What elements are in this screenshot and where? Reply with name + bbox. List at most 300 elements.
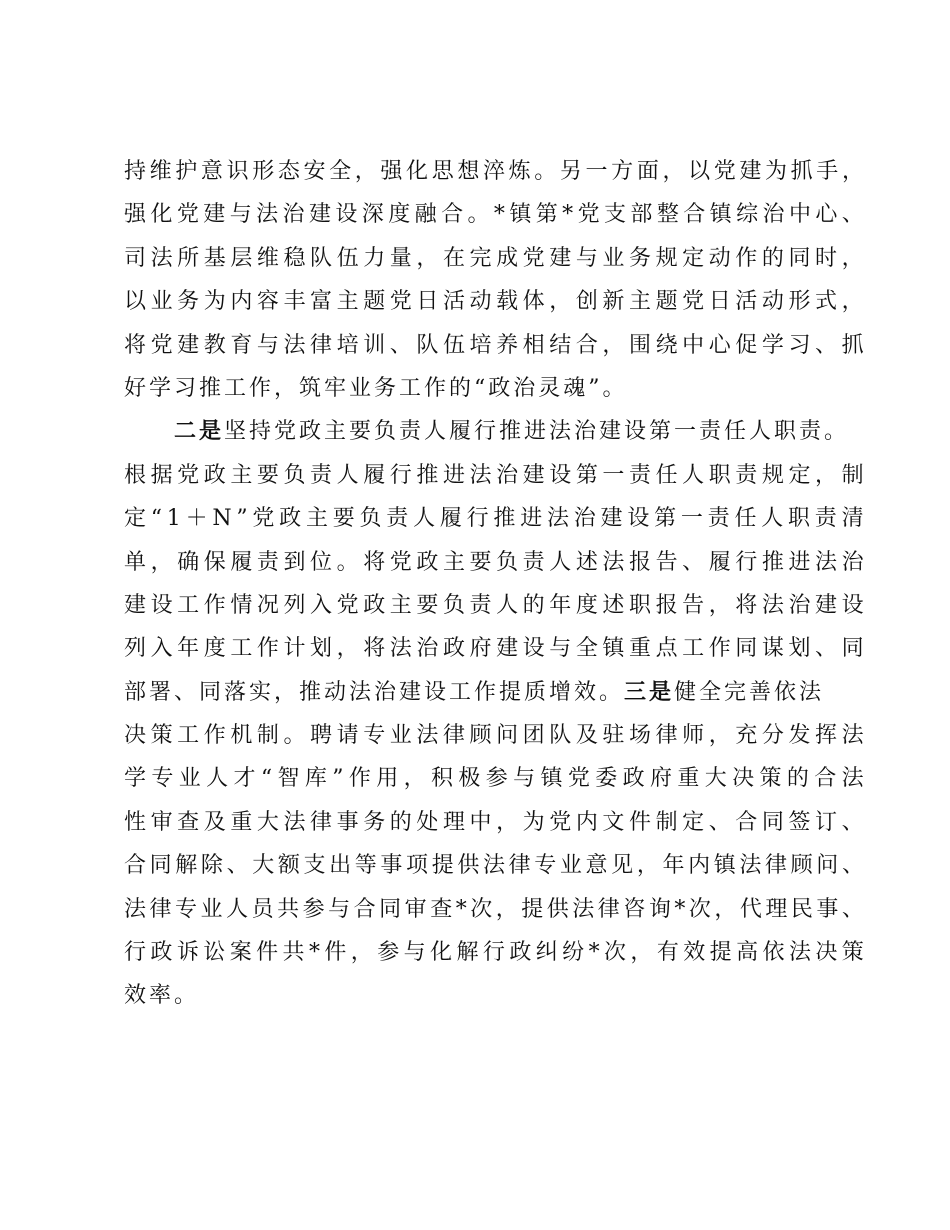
glyph: 保 — [203, 549, 226, 575]
glyph: 签 — [788, 809, 811, 835]
glyph: 治 — [841, 549, 864, 575]
glyph: 见 — [611, 853, 634, 879]
glyph: 度 — [203, 636, 226, 662]
glyph: 点 — [655, 636, 678, 662]
glyph: 依 — [762, 940, 785, 966]
glyph: 政 — [363, 592, 386, 618]
glyph: 教 — [203, 332, 226, 358]
glyph: 文 — [602, 809, 625, 835]
glyph: 同 — [788, 245, 811, 271]
glyph: 内 — [230, 289, 253, 315]
glyph: 除 — [200, 853, 223, 879]
glyph: 育 — [230, 332, 253, 358]
glyph: 手 — [816, 159, 839, 184]
glyph: 驻 — [602, 723, 625, 749]
glyph: 围 — [628, 332, 651, 358]
glyph: 全 — [575, 636, 598, 662]
paragraph-lead-line: 二是 坚持党政主要负责人履行推进法治建设第一责任人职责。 — [124, 410, 864, 453]
glyph: 中 — [788, 202, 811, 228]
glyph: 、 — [226, 853, 249, 879]
glyph: 中 — [682, 332, 705, 358]
glyph: 日 — [416, 289, 439, 315]
glyph: ， — [841, 159, 864, 184]
glyph: 与 — [575, 245, 598, 271]
glyph: ” — [332, 766, 344, 792]
glyph: 想 — [457, 159, 480, 184]
glyph: 、 — [841, 809, 864, 835]
glyph: 动 — [761, 289, 784, 315]
glyph: 法 — [546, 506, 569, 532]
glyph: 民 — [790, 896, 813, 922]
glyph: 为 — [765, 159, 788, 184]
glyph: 合 — [683, 202, 706, 228]
glyph: 心 — [708, 332, 731, 358]
glyph: 专 — [151, 766, 174, 792]
glyph: 法 — [841, 723, 864, 749]
glyph: 事 — [336, 809, 359, 835]
glyph: 务 — [363, 809, 386, 835]
section-marker-three: 三是 — [624, 678, 675, 705]
glyph: 党 — [549, 809, 572, 835]
glyph: 单 — [124, 549, 147, 575]
glyph: 党 — [567, 766, 590, 792]
glyph: 年 — [177, 636, 200, 662]
glyph: 务 — [628, 245, 651, 271]
glyph: 主 — [442, 549, 465, 575]
glyph: 支 — [603, 202, 626, 228]
glyph: 次 — [470, 896, 493, 922]
glyph: 镇 — [602, 636, 625, 662]
glyph: 纷 — [562, 940, 585, 966]
glyph: 行 — [124, 940, 147, 966]
glyph: * — [308, 940, 320, 966]
glyph: 高 — [736, 940, 759, 966]
text-line: 好学习推工作，筑牢业务工作的“政治灵魂”。 — [124, 375, 628, 401]
glyph: 第 — [535, 202, 558, 228]
glyph: 团 — [522, 723, 545, 749]
glyph: 培 — [469, 332, 492, 358]
glyph: 合 — [441, 202, 464, 228]
glyph: 抓 — [841, 332, 864, 358]
glyph: 法 — [389, 636, 412, 662]
glyph: 提 — [521, 896, 544, 922]
glyph: ， — [495, 896, 518, 922]
glyph: 法 — [572, 896, 595, 922]
glyph: 建 — [124, 592, 147, 618]
glyph: 伍 — [442, 332, 465, 358]
glyph: 责 — [814, 506, 837, 532]
glyph: 稳 — [283, 245, 306, 271]
glyph: 极 — [458, 766, 481, 792]
glyph: 工 — [177, 592, 200, 618]
glyph: 建 — [549, 245, 572, 271]
glyph: 深 — [361, 202, 384, 228]
glyph: 决 — [124, 723, 147, 749]
glyph: 将 — [735, 592, 758, 618]
glyph: 、 — [708, 809, 731, 835]
glyph: 法 — [739, 853, 762, 879]
glyph: 法 — [815, 549, 838, 575]
glyph: 诉 — [176, 940, 199, 966]
glyph: 聘 — [310, 723, 333, 749]
glyph: 大 — [252, 853, 275, 879]
text-line — [124, 237, 864, 280]
glyph: 询 — [648, 896, 671, 922]
glyph: 参 — [485, 766, 508, 792]
glyph: 充 — [735, 723, 758, 749]
glyph: 效 — [683, 940, 706, 966]
glyph: ， — [416, 245, 439, 271]
glyph: 富 — [310, 289, 333, 315]
glyph: 层 — [230, 245, 253, 271]
glyph: 律 — [149, 896, 172, 922]
glyph: 治 — [573, 506, 596, 532]
glyph: 党 — [389, 549, 412, 575]
glyph: 的 — [522, 592, 545, 618]
glyph: 镇 — [713, 853, 736, 879]
text-line — [124, 714, 864, 757]
glyph: 事 — [816, 896, 839, 922]
glyph: ， — [714, 896, 737, 922]
glyph: 策 — [759, 766, 782, 792]
glyph: 第 — [654, 506, 677, 532]
glyph: 审 — [404, 896, 427, 922]
glyph: 持 — [124, 159, 147, 184]
glyph: 合 — [124, 853, 147, 879]
glyph: 。 — [534, 159, 557, 184]
glyph: 告 — [682, 592, 705, 618]
glyph: ， — [708, 723, 731, 749]
glyph: 案 — [229, 940, 252, 966]
glyph: 定 — [682, 809, 705, 835]
glyph: 到 — [283, 549, 306, 575]
glyph: 责 — [256, 549, 279, 575]
glyph: 工 — [230, 636, 253, 662]
glyph: 年 — [662, 853, 685, 879]
glyph: 活 — [442, 289, 465, 315]
glyph: ， — [496, 809, 519, 835]
glyph: 任 — [734, 506, 757, 532]
glyph: 主 — [628, 289, 651, 315]
glyph: * — [674, 896, 686, 922]
glyph: 况 — [256, 592, 279, 618]
glyph: 律 — [310, 809, 333, 835]
glyph: 护 — [175, 159, 198, 184]
glyph: 。 — [283, 723, 306, 749]
text-line — [124, 193, 864, 236]
glyph: 情 — [230, 592, 253, 618]
glyph: 日 — [708, 289, 731, 315]
glyph: 与 — [229, 202, 252, 228]
glyph: 工 — [682, 636, 705, 662]
glyph: 处 — [416, 809, 439, 835]
glyph: 党 — [150, 332, 173, 358]
glyph: 推 — [761, 549, 784, 575]
glyph: ， — [150, 549, 173, 575]
glyph: 场 — [628, 723, 651, 749]
glyph: 党 — [177, 462, 200, 488]
glyph: 合 — [735, 809, 758, 835]
glyph: ” — [236, 506, 248, 532]
glyph: 力 — [363, 245, 386, 271]
glyph: 职 — [788, 506, 811, 532]
glyph: 要 — [469, 549, 492, 575]
glyph: 业 — [200, 896, 223, 922]
glyph: 活 — [735, 289, 758, 315]
glyph: 建 — [177, 332, 200, 358]
glyph: 、 — [389, 332, 412, 358]
glyph: 与 — [328, 896, 351, 922]
glyph: 党 — [522, 245, 545, 271]
glyph: 、 — [841, 202, 864, 228]
glyph: 参 — [377, 940, 400, 966]
glyph: * — [588, 940, 600, 966]
glyph: 责 — [628, 462, 651, 488]
glyph: 合 — [814, 766, 837, 792]
glyph: 形 — [252, 159, 275, 184]
glyph: 维 — [149, 159, 172, 184]
glyph: 提 — [431, 853, 454, 879]
glyph: 以 — [688, 159, 711, 184]
glyph: 体 — [522, 289, 545, 315]
glyph: 大 — [256, 809, 279, 835]
glyph: 业 — [559, 853, 582, 879]
glyph: 规 — [655, 245, 678, 271]
glyph: 法 — [761, 592, 784, 618]
glyph: 行 — [482, 940, 505, 966]
glyph: 大 — [704, 766, 727, 792]
glyph: 与 — [256, 332, 279, 358]
glyph: 顾 — [790, 853, 813, 879]
glyph: ， — [350, 940, 373, 966]
glyph: 习 — [788, 332, 811, 358]
glyph: 供 — [546, 896, 569, 922]
glyph: 履 — [708, 549, 731, 575]
glyph: 将 — [124, 332, 147, 358]
glyph: 用 — [376, 766, 399, 792]
glyph: 机 — [230, 723, 253, 749]
glyph: 法 — [124, 896, 147, 922]
glyph: 任 — [655, 462, 678, 488]
glyph: 律 — [765, 853, 788, 879]
glyph: 丰 — [283, 289, 306, 315]
glyph: 清 — [841, 506, 864, 532]
glyph: 策 — [150, 723, 173, 749]
glyph: 定 — [124, 506, 147, 532]
text-line — [124, 801, 864, 844]
glyph: 完 — [469, 245, 492, 271]
glyph: 法 — [416, 723, 439, 749]
glyph: 要 — [332, 506, 355, 532]
glyph: 内 — [688, 853, 711, 879]
glyph: 式 — [815, 289, 838, 315]
glyph: 内 — [575, 809, 598, 835]
glyph: 与 — [403, 940, 426, 966]
glyph: 。 — [336, 549, 359, 575]
glyph: 件 — [256, 940, 279, 966]
glyph: 意 — [585, 853, 608, 879]
glyph: 纠 — [535, 940, 558, 966]
glyph: * — [493, 202, 505, 228]
glyph: 负 — [496, 549, 519, 575]
glyph: 制 — [655, 809, 678, 835]
glyph: 责 — [707, 506, 730, 532]
glyph: 作 — [708, 636, 731, 662]
glyph: 规 — [761, 462, 784, 488]
text-line — [124, 324, 864, 367]
glyph: 进 — [442, 462, 465, 488]
text-line — [124, 627, 864, 670]
glyph: 同 — [149, 853, 172, 879]
glyph: 制 — [841, 462, 864, 488]
glyph: 建 — [203, 202, 226, 228]
glyph: 审 — [150, 809, 173, 835]
glyph: 治 — [762, 202, 785, 228]
glyph: 作 — [203, 723, 226, 749]
glyph: 定 — [682, 245, 705, 271]
glyph: 司 — [124, 245, 147, 271]
glyph: 法 — [841, 766, 864, 792]
glyph: 履 — [230, 549, 253, 575]
text-line — [124, 844, 864, 887]
glyph: 培 — [336, 332, 359, 358]
glyph: 请 — [336, 723, 359, 749]
glyph: 与 — [513, 766, 536, 792]
glyph: 等 — [354, 853, 377, 879]
glyph: 度 — [388, 202, 411, 228]
glyph: 面 — [636, 159, 659, 184]
glyph: 律 — [597, 896, 620, 922]
glyph: 履 — [363, 462, 386, 488]
glyph: 整 — [656, 202, 679, 228]
glyph: 府 — [469, 636, 492, 662]
section-marker-two: 二是 — [174, 418, 225, 445]
glyph: 法 — [283, 809, 306, 835]
glyph: 综 — [736, 202, 759, 228]
glyph: 推 — [493, 506, 516, 532]
glyph: 一 — [585, 159, 608, 184]
glyph: 主 — [305, 506, 328, 532]
glyph: 将 — [363, 636, 386, 662]
glyph: 政 — [279, 506, 302, 532]
glyph: 重 — [677, 766, 700, 792]
glyph: 心 — [815, 202, 838, 228]
glyph: 一 — [602, 462, 625, 488]
glyph: 与 — [549, 636, 572, 662]
glyph: 行 — [466, 506, 489, 532]
glyph: 淬 — [482, 159, 505, 184]
glyph: 履 — [439, 506, 462, 532]
glyph: 入 — [310, 592, 333, 618]
glyph: 结 — [549, 332, 572, 358]
glyph: 年 — [549, 592, 572, 618]
glyph: 法 — [602, 549, 625, 575]
glyph: 意 — [200, 159, 223, 184]
glyph: 述 — [575, 549, 598, 575]
glyph: 设 — [335, 202, 358, 228]
glyph: 据 — [150, 462, 173, 488]
glyph: 报 — [655, 592, 678, 618]
glyph: 、 — [815, 636, 838, 662]
glyph: 职 — [628, 592, 651, 618]
glyph: 的 — [761, 245, 784, 271]
glyph: 建 — [308, 202, 331, 228]
glyph: 作 — [348, 766, 371, 792]
text-line: 部署、同落实，推动法治建设工作提质增效。 三是 健全完善依法 — [124, 671, 864, 714]
glyph: 业 — [150, 289, 173, 315]
glyph: 设 — [150, 592, 173, 618]
glyph: 全 — [329, 159, 352, 184]
glyph: 要 — [416, 592, 439, 618]
glyph: 及 — [575, 723, 598, 749]
glyph: 镇 — [509, 202, 532, 228]
glyph: 行 — [735, 549, 758, 575]
glyph: 党 — [713, 159, 736, 184]
glyph: 共 — [282, 940, 305, 966]
glyph: 政 — [622, 766, 645, 792]
glyph: 设 — [549, 462, 572, 488]
glyph: 化 — [430, 940, 453, 966]
glyph: 重 — [230, 809, 253, 835]
glyph: 责 — [310, 462, 333, 488]
text-line — [124, 584, 864, 627]
glyph: 建 — [496, 636, 519, 662]
glyph: 所 — [177, 245, 200, 271]
glyph: 重 — [628, 636, 651, 662]
glyph: 训 — [363, 332, 386, 358]
glyph: 员 — [251, 896, 274, 922]
glyph: 进 — [788, 549, 811, 575]
text-line — [124, 280, 864, 323]
glyph: 安 — [303, 159, 326, 184]
glyph: 负 — [442, 592, 465, 618]
glyph: 律 — [310, 332, 333, 358]
glyph: 队 — [416, 332, 439, 358]
glyph: 进 — [520, 506, 543, 532]
glyph: ， — [662, 159, 685, 184]
glyph: ＋ — [185, 506, 208, 532]
glyph: 次 — [688, 896, 711, 922]
glyph: 治 — [282, 202, 305, 228]
glyph: 划 — [310, 636, 333, 662]
glyph: ， — [336, 636, 359, 662]
glyph: 理 — [765, 896, 788, 922]
glyph: 及 — [203, 809, 226, 835]
glyph: 律 — [442, 723, 465, 749]
glyph: 成 — [496, 245, 519, 271]
glyph: 党 — [389, 289, 412, 315]
glyph: 量 — [389, 245, 412, 271]
glyph: ， — [815, 462, 838, 488]
glyph: 责 — [522, 549, 545, 575]
glyph: 同 — [841, 636, 864, 662]
glyph: 基 — [203, 245, 226, 271]
glyph: 律 — [508, 853, 531, 879]
glyph: 队 — [310, 245, 333, 271]
glyph: 题 — [655, 289, 678, 315]
text-line: 效率。 — [124, 983, 200, 1009]
glyph: 人 — [761, 506, 784, 532]
glyph: 咨 — [623, 896, 646, 922]
glyph: 要 — [256, 462, 279, 488]
glyph: 建 — [522, 462, 545, 488]
glyph: 设 — [522, 636, 545, 662]
glyph: 支 — [303, 853, 326, 879]
glyph: “ — [150, 506, 163, 532]
glyph: 部 — [630, 202, 653, 228]
glyph: 才 — [233, 766, 256, 792]
glyph: 分 — [761, 723, 784, 749]
